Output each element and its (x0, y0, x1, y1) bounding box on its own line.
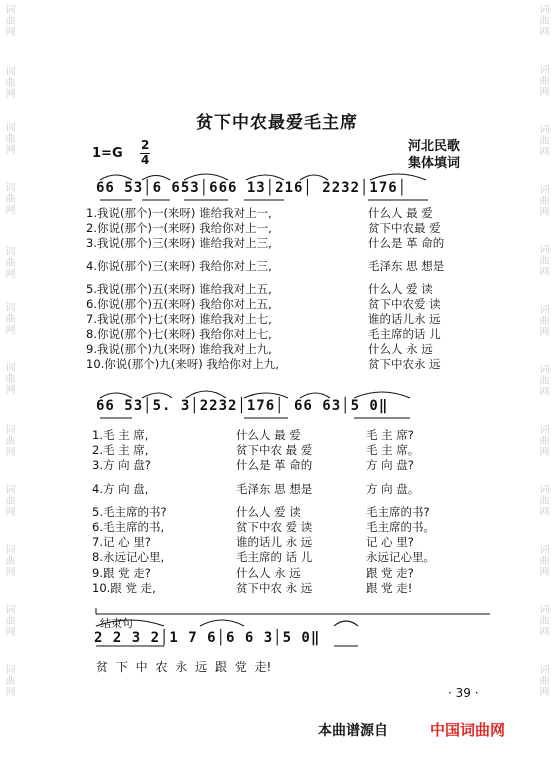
lyric-line: 毛主席的 话 儿 (236, 550, 313, 565)
slur (246, 175, 284, 180)
ending-label: 结束句 (100, 617, 133, 630)
lyric-line (86, 274, 279, 282)
slur (142, 176, 170, 181)
lyric-line: 记 心 里? (366, 535, 414, 550)
attribution-origin: 河北民歌 (408, 139, 461, 154)
lyric-line (368, 251, 444, 259)
lyric-line: 毛 主 席。 (366, 443, 420, 458)
source-prefix: 本曲谱源自 (318, 723, 388, 739)
section2-lyrics-a (92, 428, 167, 596)
lyric-line: 4.你说(那个)三(来呀) 我给你对上三, (86, 259, 272, 273)
lyric-line: 8.永远记心里, (92, 550, 165, 565)
lyric-line: 贫下中农永 远 (368, 357, 441, 371)
watermark-left-8: 词曲网 (3, 424, 14, 457)
time-signature-top: 2 (141, 138, 150, 152)
section2-lyrics-c (366, 428, 435, 596)
ending-notes: 2 2 3 2│1 7 6│6 6 3│5 0‖ (94, 630, 321, 646)
lyric-line: 谁的话儿 永 远 (236, 535, 313, 550)
lyric-line: 5.毛主席的书? (92, 504, 167, 519)
song-title: 贫下中农最爱毛主席 (196, 113, 358, 133)
lyric-line: 4.方 向 盘, (92, 481, 149, 496)
watermark-right-4: 词曲网 (537, 184, 548, 217)
ending-lyrics: 贫 下 中 农 永 远 跟 党 走! (96, 660, 272, 674)
section2-notes: 66 53│5. 3│2232│176│ 66 63│5 0‖ (96, 398, 389, 414)
watermark-right-12: 词曲网 (537, 664, 548, 697)
watermark-right-10: 词曲网 (537, 544, 548, 577)
lyric-line (92, 497, 167, 505)
watermark-right-1: 词曲网 (537, 4, 548, 37)
page-number: · 39 · (448, 686, 479, 700)
lyric-line (236, 474, 312, 482)
lyric-line: 毛主席的话 儿 (368, 327, 441, 341)
lyric-line: 毛主席的书。 (366, 520, 435, 535)
lyric-line (92, 474, 167, 482)
slur (300, 175, 328, 180)
watermark-right-5: 词曲网 (537, 244, 548, 277)
lyric-line (236, 497, 312, 505)
lyric-line: 跟 党 走? (366, 565, 414, 580)
lyric-line: 什么是 革 命的 (368, 236, 445, 250)
watermark-right-8: 词曲网 (537, 424, 548, 457)
watermark-left-10: 词曲网 (3, 544, 14, 577)
slur (370, 174, 426, 180)
slur (186, 391, 226, 398)
lyric-line: 8.你说(那个)七(来呀) 我给你对上七, (86, 327, 272, 341)
lyric-line: 2.你说(那个)一(来呀) 我给你对上一, (86, 221, 272, 235)
source-site: 中国词曲网 (430, 721, 506, 739)
lyric-line: 方 向 盘? (366, 458, 414, 473)
lyric-line: 什么人 最 爱 (368, 206, 433, 220)
lyric-line: 毛泽东 思 想是 (368, 259, 445, 273)
lyric-line: 毛泽东 思 想是 (236, 481, 313, 496)
section1-lyrics-right (368, 206, 444, 372)
lyric-line: 10.跟 党 走, (92, 580, 156, 595)
section1-lyrics-left (86, 206, 279, 372)
lyric-line: 永远记心里。 (366, 550, 435, 565)
lyric-line: 1.我说(那个)一(来呀) 谁给我对上一, (86, 206, 272, 220)
lyric-line: 贫下中农爱 读 (368, 297, 441, 311)
lyric-line: 7.我说(那个)七(来呀) 谁给我对上七, (86, 312, 272, 326)
lyric-line: 1.毛 主 席, (92, 428, 149, 442)
watermark-left-9: 词曲网 (3, 484, 14, 517)
lyric-line: 毛 主 席? (366, 428, 414, 442)
slur (334, 621, 358, 626)
lyric-line: 2.毛 主 席, (92, 443, 149, 458)
lyric-line: 6.你说(那个)五(来呀) 我给你对上五, (86, 297, 272, 311)
lyric-line: 贫下中农 永 远 (236, 580, 313, 595)
key-signature: 1=G (92, 146, 123, 161)
section1-notes: 66 53│6 653│666 13│216│ 2232│176│ (96, 180, 408, 196)
lyric-line: 什么人 永 远 (368, 342, 433, 356)
lyric-line (86, 251, 279, 259)
slur (100, 175, 132, 180)
lyric-line: 6.毛主席的书, (92, 520, 165, 535)
lyric-line: 什么人 永 远 (236, 565, 301, 580)
lyric-line: 谁的话儿永 远 (368, 312, 441, 326)
lyric-line: 什么人 爱 读 (368, 282, 433, 296)
watermark-left-2: 词曲网 (3, 66, 14, 99)
watermark-right-11: 词曲网 (537, 604, 548, 637)
lyric-line: 5.我说(那个)五(来呀) 谁给我对上五, (86, 282, 272, 296)
lyric-line: 贫下中农 最 爱 (236, 443, 313, 458)
watermark-right-7: 词曲网 (537, 364, 548, 397)
watermark-left-4: 词曲网 (3, 182, 14, 215)
lyric-line (366, 497, 435, 505)
lyric-line: 9.我说(那个)九(来呀) 谁给我对上九, (86, 342, 272, 356)
attribution-lyricist: 集体填词 (408, 156, 461, 171)
watermark-right-2: 词曲网 (537, 64, 548, 97)
lyric-line: 3.方 向 盘? (92, 458, 151, 473)
watermark-right-6: 词曲网 (537, 304, 548, 337)
lyric-line: 贫下中农 爱 读 (236, 520, 313, 535)
watermark-left-6: 词曲网 (3, 302, 14, 335)
lyric-line: 什么人 爱 读 (236, 504, 301, 519)
lyric-line: 7.记 心 里? (92, 535, 151, 550)
lyric-line: 什么人 最 爱 (236, 428, 301, 442)
lyric-line: 3.我说(那个)三(来呀) 谁给我对上三, (86, 236, 272, 250)
lyric-line: 什么是 革 命的 (236, 458, 313, 473)
watermark-left-12: 词曲网 (3, 664, 14, 697)
lyric-line (366, 474, 435, 482)
slur (184, 174, 228, 180)
lyric-line (368, 274, 444, 282)
lyric-line: 跟 党 走! (366, 580, 413, 595)
watermark-left-1: 词曲网 (3, 4, 14, 37)
lyric-line: 10.你说(那个)九(来呀) 我给你对上九, (86, 357, 280, 371)
lyric-line: 方 向 盘。 (366, 481, 420, 496)
lyric-line: 9.跟 党 走? (92, 565, 151, 580)
watermark-left-7: 词曲网 (3, 362, 14, 395)
slur (200, 620, 244, 626)
watermark-left-11: 词曲网 (3, 604, 14, 637)
lyric-line: 贫下中农最 爱 (368, 221, 441, 235)
time-signature-bottom: 4 (141, 153, 150, 167)
watermark-left-3: 词曲网 (3, 122, 14, 155)
lyric-line: 毛主席的书? (366, 504, 430, 519)
section2-lyrics-b (236, 428, 312, 596)
watermark-left-5: 词曲网 (3, 246, 14, 279)
watermark-right-9: 词曲网 (537, 484, 548, 517)
watermark-right-3: 词曲网 (537, 124, 548, 157)
